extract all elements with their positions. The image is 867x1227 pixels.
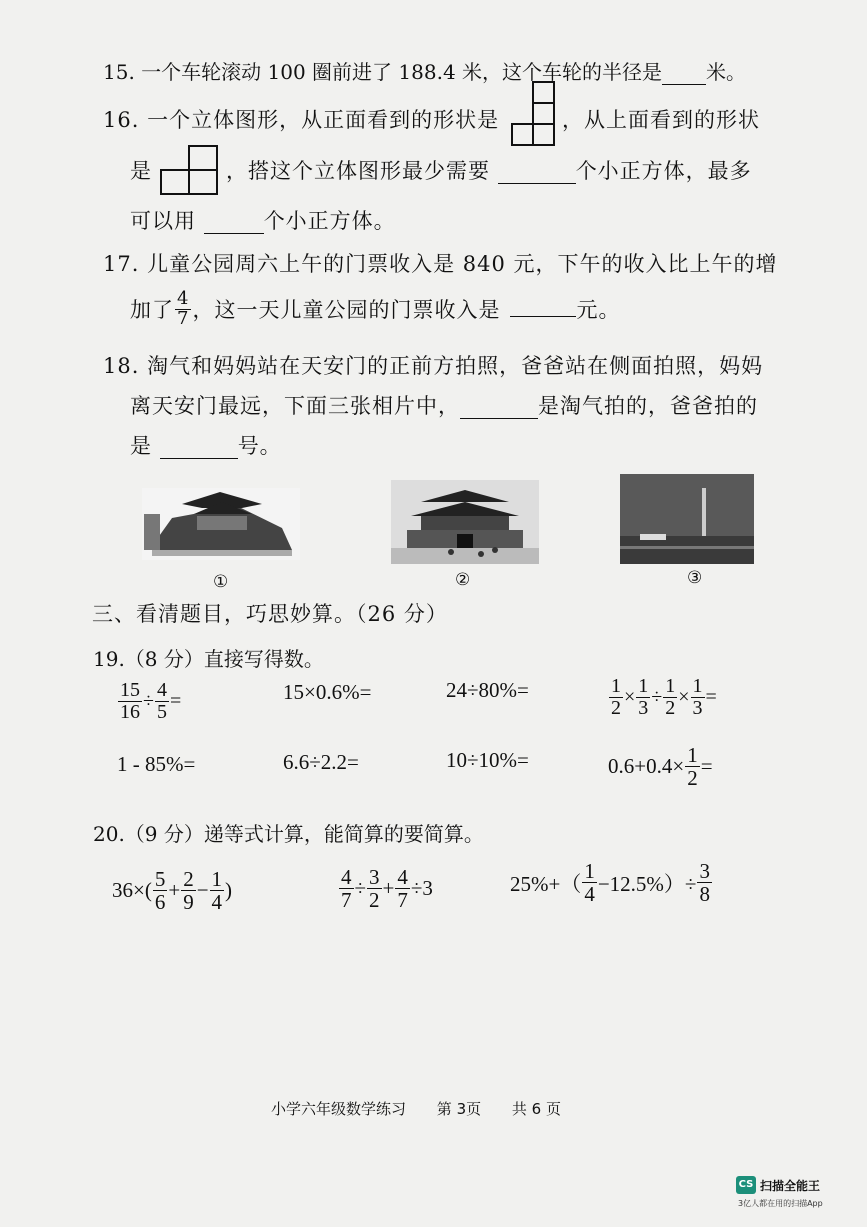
q19-item-a[interactable]	[117, 680, 181, 723]
op: ×	[624, 686, 636, 708]
equals: =	[700, 754, 713, 779]
frac	[691, 676, 705, 719]
frac-den: 7	[341, 888, 352, 913]
op: ÷	[354, 876, 367, 901]
q16-line2	[226, 155, 752, 185]
question-15	[103, 56, 746, 85]
frac-den: 6	[154, 890, 166, 915]
camscanner-logo-icon: CS	[736, 1176, 756, 1194]
scanner-watermark	[736, 1176, 820, 1194]
q19-item-d[interactable]	[608, 676, 717, 719]
q20-title: 20.（9 分）递等式计算，能简算的要简算。	[93, 822, 484, 846]
q17-fraction	[175, 290, 191, 329]
frac	[582, 860, 597, 905]
frac-num: 4	[177, 288, 190, 309]
frac	[636, 676, 650, 719]
q19-item-b[interactable]: 15×0.6%=	[283, 680, 372, 704]
q18-line2	[130, 390, 758, 420]
op: +	[382, 876, 395, 901]
op: −	[196, 878, 209, 903]
photo-1-label: ①	[213, 572, 229, 592]
q17-line2	[130, 290, 620, 329]
q16-text-g: 个小正方体。	[263, 209, 396, 233]
expr-suffix: )	[225, 878, 233, 903]
section-3-heading: 三、看清题目，巧思妙算。（26 分）	[92, 602, 448, 626]
q15-unit: 米。	[706, 60, 747, 84]
q18-taoqi-blank[interactable]	[460, 394, 538, 419]
q18-dad-blank[interactable]	[160, 434, 238, 459]
frac-num: 2	[183, 867, 194, 891]
frac-num: 4	[156, 679, 167, 701]
watermark-name: 扫描全能王	[760, 1178, 821, 1193]
frac-num: 1	[584, 859, 595, 883]
op: ÷	[143, 690, 154, 712]
op: +	[168, 878, 181, 903]
q19-item-c[interactable]: 24÷80%=	[446, 678, 529, 702]
q16-text-c: 是	[130, 159, 152, 183]
q17-text-b: ，这一天儿童公园的门票收入是	[192, 298, 501, 323]
q17-text-c: 元。	[576, 298, 621, 323]
photo-1-side-view	[142, 488, 300, 560]
q18-line3	[130, 430, 282, 460]
frac-den: 8	[699, 882, 710, 907]
q19-item-f[interactable]: 6.6÷2.2=	[283, 750, 359, 774]
frac-den: 5	[156, 701, 167, 723]
frac-den: 4	[584, 882, 595, 907]
q18-text-c: 是	[130, 434, 152, 458]
frac	[697, 860, 712, 905]
q16-text-d: ，搭这个立体图形最少需要	[226, 159, 490, 183]
frac-num: 4	[397, 865, 408, 889]
frac	[210, 868, 225, 913]
frac-num: 3	[699, 859, 710, 883]
q17-text-a: 加了	[130, 298, 174, 323]
frac-den: 2	[687, 766, 698, 791]
photo-3-far-view	[620, 474, 754, 564]
q18-line1: 18. 淘气和妈妈站在天安门的正前方拍照，爸爸站在侧面拍照，妈妈	[103, 354, 764, 378]
frac-den: 7	[397, 888, 408, 913]
q17-line1: 17. 儿童公园周六上午的门票收入是 840 元，下午的收入比上午的增	[103, 252, 778, 276]
frac-den: 16	[120, 701, 140, 723]
frac-num: 3	[369, 865, 380, 889]
q19-item-g[interactable]: 10÷10%=	[446, 748, 529, 772]
q16-max-blank[interactable]	[204, 209, 264, 234]
frac	[367, 866, 382, 911]
frac	[339, 866, 354, 911]
expr-middle: −12.5%）÷	[597, 871, 697, 896]
q20-expr-2[interactable]	[338, 866, 433, 911]
frac-den: 2	[611, 697, 621, 719]
frac-1-2	[685, 744, 700, 789]
q16-text-a: 16. 一个立体图形，从正面看到的形状是	[103, 108, 500, 132]
front-view-figure	[508, 80, 556, 148]
q19-item-e[interactable]: 1 - 85%=	[117, 752, 196, 776]
footer-page: 第 3页	[436, 1100, 482, 1118]
q18-text-d: 号。	[237, 434, 282, 458]
q17-answer-blank[interactable]	[510, 292, 576, 317]
frac-den: 3	[692, 697, 703, 719]
q18-text-b: 是淘气拍的，爸爸拍的	[538, 394, 758, 418]
frac-num: 1	[211, 867, 223, 891]
q15-text: 15. 一个车轮滚动 100 圈前进了 188.4 米，这个车轮的半径是	[103, 60, 663, 84]
photo-2-front-view	[391, 480, 539, 564]
q16-text-f: 可以用	[130, 209, 196, 233]
q16-text-e: 个小正方体，最多	[575, 159, 752, 183]
q18-text-a: 离天安门最远，下面三张相片中，	[130, 394, 460, 418]
watermark-tagline: 3亿人都在用的扫描App	[738, 1199, 823, 1208]
photo-3-label: ③	[687, 568, 703, 588]
q19-item-h[interactable]	[608, 744, 713, 789]
frac-num: 1	[687, 743, 698, 767]
q15-answer-blank[interactable]	[662, 60, 706, 85]
equals: =	[705, 686, 717, 708]
frac-den: 3	[638, 697, 649, 719]
frac-num: 1	[692, 675, 703, 697]
frac	[395, 866, 410, 911]
frac-den: 2	[369, 888, 380, 913]
frac-den: 9	[183, 890, 194, 915]
q16-line3	[130, 205, 396, 235]
frac-num: 15	[120, 679, 140, 701]
frac-den: 2	[665, 697, 676, 719]
expr-prefix: 0.6+0.4×	[608, 754, 685, 779]
frac-den: 4	[211, 890, 223, 915]
frac	[663, 676, 677, 719]
expr-prefix: 36×(	[112, 878, 152, 903]
q20-expr-3[interactable]	[510, 860, 713, 905]
footer-title: 小学六年级数学练习	[271, 1100, 407, 1118]
q16-min-blank[interactable]	[498, 159, 576, 184]
q19-title: 19.（8 分）直接写得数。	[93, 647, 324, 671]
expr-suffix: ÷3	[410, 876, 433, 901]
frac-num: 1	[638, 675, 649, 697]
op: ×	[678, 686, 690, 708]
q20-expr-1[interactable]	[112, 868, 232, 913]
expr-prefix: 25%+（	[510, 871, 582, 896]
top-view-figure	[156, 143, 222, 195]
footer-total: 共 6 页	[511, 1100, 561, 1118]
op: ÷	[651, 686, 663, 708]
photo-2-label: ②	[455, 570, 471, 590]
frac-num: 1	[665, 675, 676, 697]
frac-den: 7	[177, 307, 190, 329]
frac-num: 1	[611, 675, 621, 697]
frac	[181, 868, 196, 913]
frac-num: 5	[154, 867, 166, 891]
equals: =	[169, 690, 182, 712]
frac	[153, 868, 168, 913]
frac-15-16	[118, 680, 142, 723]
question-16-line1	[103, 104, 499, 134]
footer	[271, 1098, 561, 1119]
frac-4-5	[155, 680, 169, 723]
q16-text-b: ，从上面看到的形状	[562, 108, 760, 132]
frac	[609, 676, 623, 719]
frac-num: 4	[341, 865, 352, 889]
